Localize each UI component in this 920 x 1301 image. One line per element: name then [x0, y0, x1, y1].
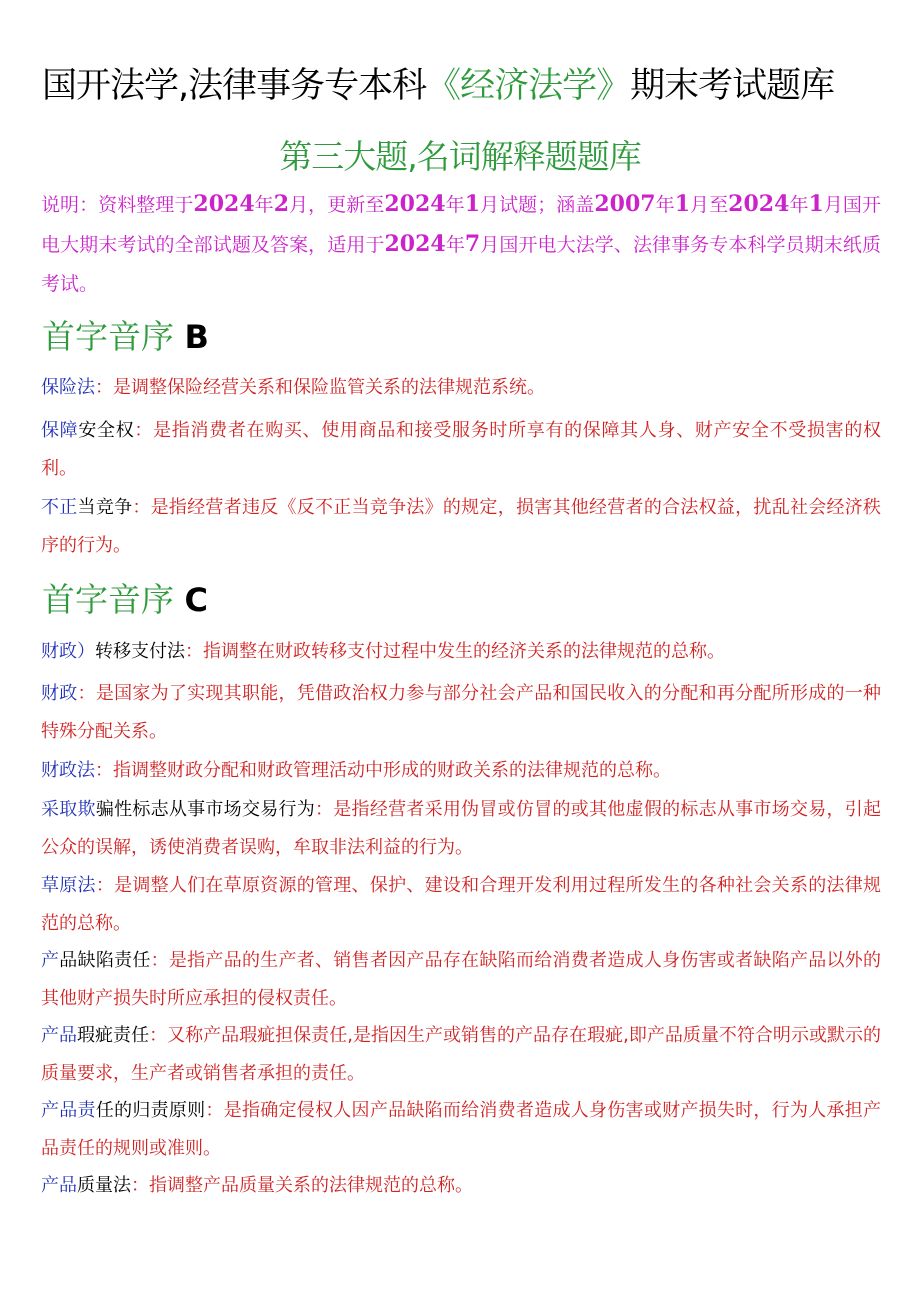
- note-text: 月国开电大期末考试的全部试题及答案，适用于: [41, 194, 881, 256]
- term-part-1: 财政: [41, 683, 78, 704]
- term-part-2: 转移支付法: [95, 641, 185, 662]
- note-text: 年: [655, 194, 675, 216]
- glossary-entry: [41, 633, 881, 671]
- note-text: 月试题；涵盖: [480, 194, 595, 216]
- term-part-2: 安全权: [78, 420, 135, 441]
- glossary-entry: [41, 369, 881, 407]
- section-heading-text: 首字音序: [42, 580, 174, 619]
- term-part-1: 财政）: [41, 641, 95, 662]
- term-part-1: 保险法: [41, 377, 95, 398]
- glossary-entry: [41, 1092, 881, 1168]
- section-heading-c: [42, 575, 208, 625]
- term-part-2: 当竞争: [77, 497, 133, 518]
- note-text: 月至: [690, 194, 729, 216]
- term-definition: ：指调整财政分配和财政管理活动中形成的财政关系的法律规范的总称。: [95, 760, 671, 781]
- glossary-entry: [41, 867, 881, 943]
- glossary-entry: [41, 412, 881, 488]
- term-part-2: 瑕疵责任: [77, 1025, 150, 1046]
- term-definition: ：是调整人们在草原资源的管理、保护、建设和合理开发利用过程所发生的各种社会关系的法律规范的总称。: [41, 875, 882, 934]
- term-definition: ：是指确定侵权人因产品缺陷而给消费者造成人身伤害或财产损失时，行为人承担产品责任的规则或准则。: [41, 1100, 882, 1159]
- section-heading-text: 首字音序: [42, 317, 174, 356]
- note-text: 年: [254, 194, 274, 216]
- section-letter: C: [184, 581, 208, 619]
- term-part-1: 产品责: [41, 1100, 96, 1121]
- term-part-1: 保障: [41, 420, 79, 441]
- glossary-entry: [41, 675, 881, 751]
- term-part-2: 品缺陷责任: [59, 950, 151, 971]
- note-month: 1: [674, 191, 690, 217]
- term-part-1: 产: [41, 950, 60, 971]
- note-year: 2024: [193, 191, 255, 217]
- term-part-1: 产品: [41, 1025, 78, 1046]
- note-year: 2024: [728, 191, 790, 217]
- note-year: 2007: [594, 191, 656, 217]
- description-note: [41, 185, 881, 304]
- note-text: 年: [445, 194, 465, 216]
- title-suffix: 期末考试题库: [630, 66, 835, 106]
- note-text: 年: [789, 194, 809, 216]
- glossary-entry: [41, 489, 881, 565]
- term-definition: ：是指产品的生产者、销售者因产品存在缺陷而给消费者造成人身伤害或者缺陷产品以外的其他财产损失时所应承担的侵权责任。: [41, 950, 882, 1009]
- glossary-entry: [41, 791, 881, 867]
- term-definition: ：是指经营者采用伪冒或仿冒的或其他虚假的标志从事市场交易，引起公众的误解，诱使消费者误购，牟取非法利益的行为。: [41, 799, 882, 858]
- note-text: 年: [445, 234, 465, 256]
- note-text: 月，更新至: [289, 194, 385, 216]
- note-month: 7: [464, 231, 481, 257]
- note-text: 月国开电大法学、法律事务专本科学员期末纸质考试。: [41, 234, 881, 295]
- glossary-entry: [41, 752, 881, 790]
- term-definition: ：又称产品瑕疵担保责任,是指因生产或销售的产品存在瑕疵,即产品质量不符合明示或默示的质量要求，生产者或销售者承担的责任。: [41, 1025, 881, 1084]
- note-year: 2024: [384, 191, 446, 217]
- term-part-1: 草原法: [41, 875, 96, 896]
- note-year: 2024: [384, 231, 446, 257]
- section-letter: B: [184, 318, 209, 356]
- term-part-1: 财政法: [41, 760, 95, 781]
- term-definition: ：是指经营者违反《反不正当竞争法》的规定，损害其他经营者的合法权益，扰乱社会经济秩序的行为。: [41, 497, 882, 556]
- title-prefix: 国开法学,法律事务专本科: [42, 66, 427, 106]
- glossary-entry: [41, 1017, 881, 1093]
- term-definition: ：是指消费者在购买、使用商品和接受服务时所享有的保障其人身、财产安全不受损害的权利。: [41, 420, 882, 479]
- section-heading-b: [42, 312, 209, 362]
- term-definition: ：是调整保险经营关系和保险监管关系的法律规范系统。: [95, 377, 545, 398]
- note-month: 1: [464, 191, 480, 217]
- term-part-2: 质量法: [77, 1175, 131, 1196]
- term-definition: ：指调整在财政转移支付过程中发生的经济关系的法律规范的总称。: [185, 641, 725, 662]
- glossary-entry: [41, 942, 881, 1018]
- note-text: 说明：资料整理于: [41, 194, 194, 216]
- term-part-1: 不正: [41, 497, 78, 518]
- note-month: 1: [808, 191, 824, 217]
- title-book-name: 《经济法学》: [426, 66, 631, 106]
- term-part-1: 采取欺: [41, 799, 96, 820]
- term-part-1: 产品: [41, 1175, 77, 1196]
- glossary-entry: [41, 1167, 881, 1205]
- page-subtitle: 第三大题,名词解释题题库: [279, 137, 641, 176]
- term-definition: ：是国家为了实现其职能，凭借政治权力参与部分社会产品和国民收入的分配和再分配所形成的一种特殊分配关系。: [41, 683, 882, 742]
- page-title: [42, 60, 902, 112]
- term-definition: ：指调整产品质量关系的法律规范的总称。: [131, 1175, 473, 1196]
- term-part-2: 任的归责原则: [95, 1100, 206, 1121]
- note-month: 2: [273, 191, 290, 217]
- term-part-2: 骗性标志从事市场交易行为: [95, 799, 316, 820]
